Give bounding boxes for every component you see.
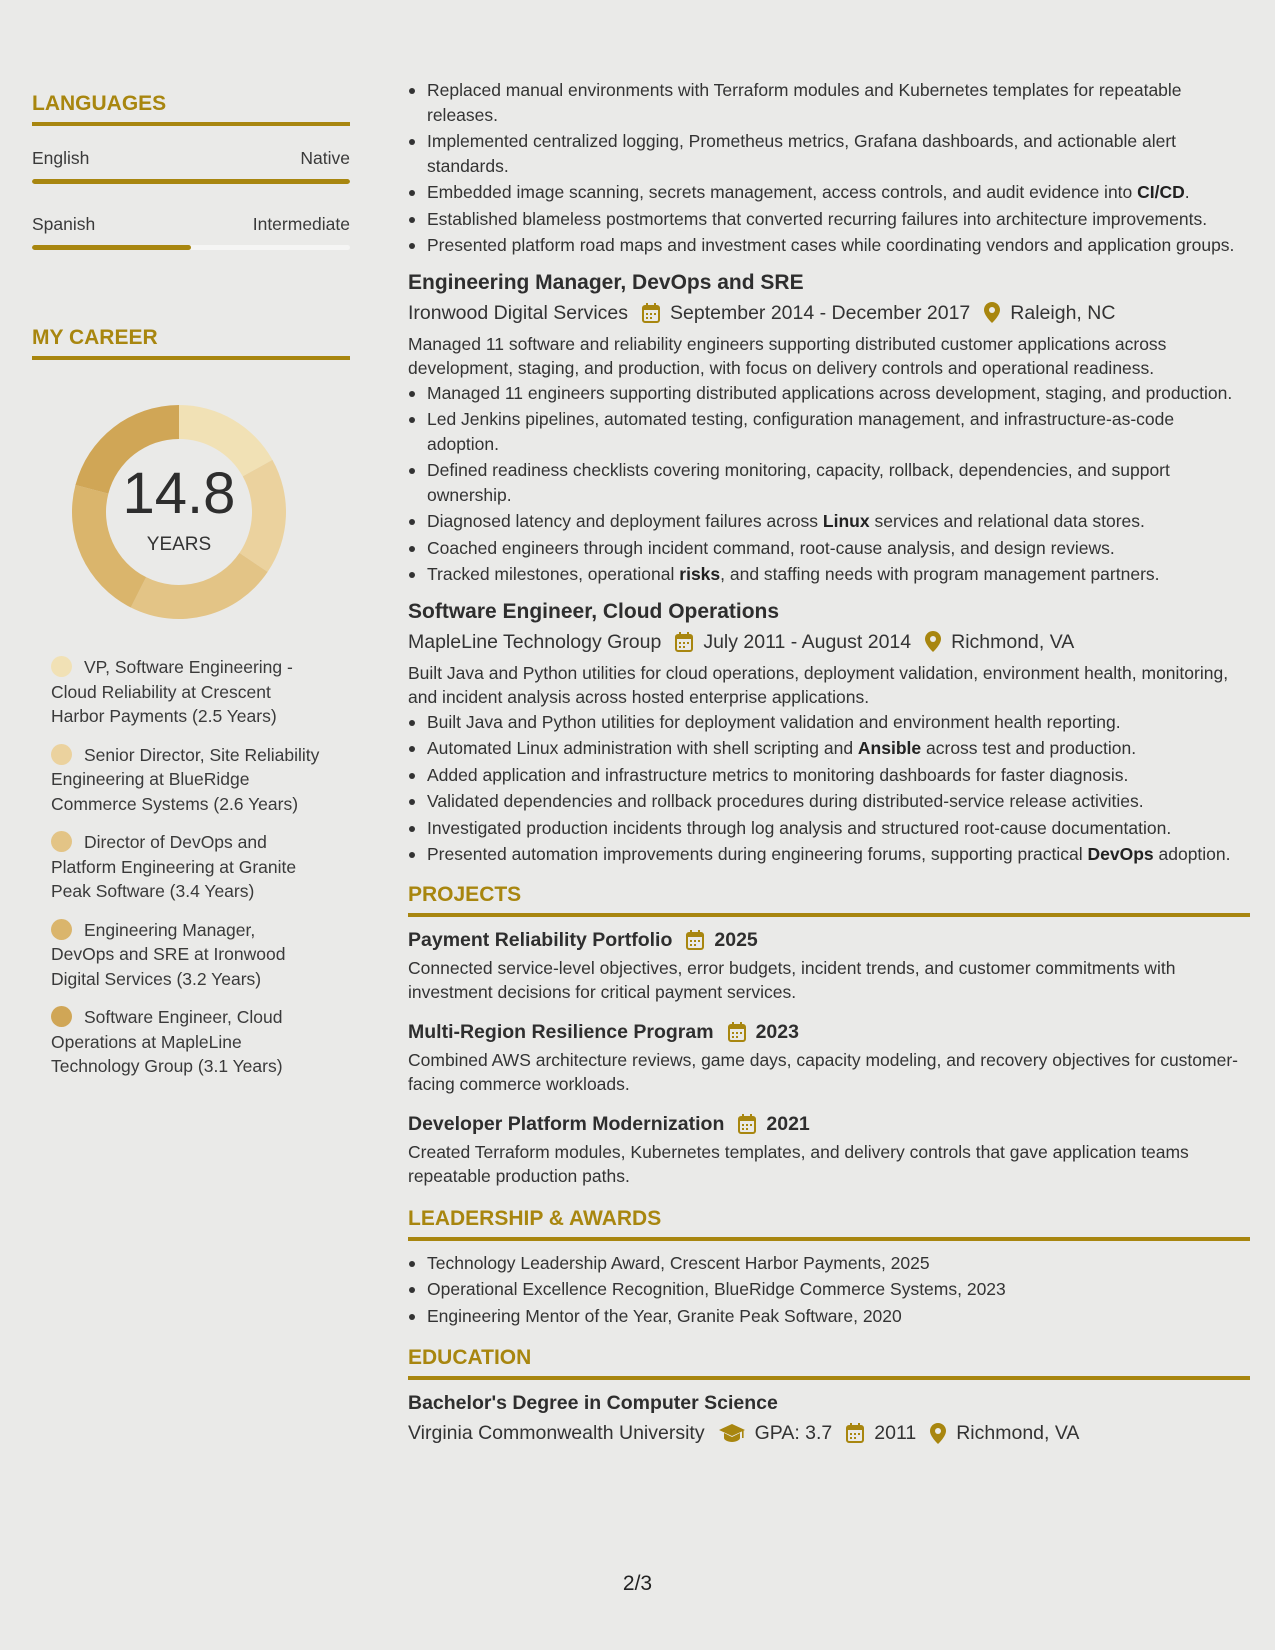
keyword: CI/CD: [1137, 182, 1185, 202]
job-description: Built Java and Python utilities for cloud operations, deployment validation, environment health, monitoring, and incident analysis across hosted enterprise applications.: [408, 662, 1229, 707]
legend-dot: [51, 919, 72, 940]
legend-item: [51, 655, 321, 729]
gpa: GPA: 3.7: [754, 1422, 833, 1444]
calendar-icon: [846, 1423, 864, 1443]
project-year: 2023: [755, 1020, 799, 1043]
donut-segment-2: [131, 553, 268, 619]
projects-heading: PROJECTS: [408, 883, 1250, 917]
job-dates: September 2014 - December 2017: [670, 301, 971, 324]
education-heading: EDUCATION: [408, 1346, 1250, 1380]
company-name: Ironwood Digital Services: [408, 301, 629, 324]
bullet-item: [408, 180, 1250, 205]
career-heading: MY CAREER: [32, 326, 350, 360]
graduation-cap-icon: [719, 1424, 745, 1442]
keyword: Ansible: [857, 738, 922, 758]
bullet-text: Embedded image scanning, secrets management, access controls, and audit evidence into: [427, 182, 1138, 202]
page-number: 2/3: [622, 1572, 653, 1595]
project-name: Developer Platform Modernization: [408, 1112, 725, 1135]
bullet-text: Tracked milestones, operational: [427, 564, 680, 584]
total-years-label: YEARS: [146, 534, 212, 555]
bullet-text: Diagnosed latency and deployment failures across: [427, 511, 823, 531]
prev-job-bullets: [408, 78, 1250, 258]
calendar-icon: [642, 303, 660, 323]
calendar-icon: [728, 1022, 746, 1042]
bullet-item: Validated dependencies and rollback procedures during distributed-service release activities.: [408, 789, 1250, 814]
legend-dot: [51, 656, 72, 677]
career-legend: [51, 655, 321, 1079]
bullet-item: Presented platform road maps and investment cases while coordinating vendors and application groups.: [408, 233, 1250, 258]
language-row-spanish: [32, 214, 350, 234]
bullet-item: Built Java and Python utilities for deployment validation and environment health reporting.: [408, 710, 1250, 735]
bullet-text: Presented automation improvements during engineering forums, supporting practical: [427, 844, 1088, 864]
bullet-item: Replaced manual environments with Terraform modules and Kubernetes templates for repeatable releases.: [408, 78, 1250, 127]
award-item: Operational Excellence Recognition, BlueRidge Commerce Systems, 2023: [408, 1277, 1250, 1302]
job-entry: [408, 270, 1250, 587]
language-name: Spanish: [32, 214, 96, 234]
calendar-icon: [675, 632, 693, 652]
school-name: Virginia Commonwealth University: [408, 1422, 705, 1444]
bullet-text: services and relational data stores.: [869, 511, 1145, 531]
project-header: [408, 927, 1250, 953]
bullet-item: [408, 562, 1250, 587]
language-bar-fill: [32, 245, 191, 250]
legend-label: Engineering Manager, DevOps and SRE at Ironwood Digital Services (3.2 Years): [51, 919, 286, 989]
project-name: Multi-Region Resilience Program: [408, 1020, 714, 1043]
calendar-icon: [738, 1114, 756, 1134]
job-bullets: [408, 381, 1250, 587]
legend-dot: [51, 744, 72, 765]
legend-item: [51, 918, 321, 992]
legend-item: [51, 743, 321, 817]
project-header: [408, 1111, 1250, 1137]
job-title: Software Engineer, Cloud Operations: [408, 599, 780, 623]
bullet-item: Investigated production incidents through log analysis and structured root-cause documentation.: [408, 816, 1250, 841]
legend-label: Senior Director, Site Reliability Engineering at BlueRidge Commerce Systems (2.6 Years): [51, 744, 320, 814]
project-entry: [408, 1019, 1250, 1097]
job-title: Engineering Manager, DevOps and SRE: [408, 270, 804, 294]
language-bar-spanish: [32, 245, 350, 250]
language-level: Native: [300, 148, 350, 168]
bullet-text: Automated Linux administration with shell scripting and: [427, 738, 858, 758]
language-level: Intermediate: [252, 214, 350, 234]
language-name: English: [32, 148, 90, 168]
location-pin-icon: [925, 631, 941, 652]
degree-title: Bachelor's Degree in Computer Science: [408, 1392, 778, 1414]
bullet-item: [408, 842, 1250, 867]
legend-label: Software Engineer, Cloud Operations at MapleLine Technology Group (3.1 Years): [51, 1007, 283, 1076]
bullet-text: adoption.: [1153, 844, 1231, 864]
project-description: Connected service-level objectives, error budgets, incident trends, and customer commitments with investment decisions for critical payment services.: [408, 957, 1176, 1002]
project-header: [408, 1019, 1250, 1045]
awards-list: [408, 1251, 1250, 1329]
award-item: Technology Leadership Award, Crescent Harbor Payments, 2025: [408, 1251, 1250, 1276]
legend-label: Director of DevOps and Platform Engineering at Granite Peak Software (3.4 Years): [51, 832, 297, 901]
bullet-item: [408, 736, 1250, 761]
language-bar-fill: [32, 179, 350, 184]
bullet-item: Managed 11 engineers supporting distributed applications across development, staging, and production.: [408, 381, 1250, 406]
main-content: [408, 78, 1250, 1446]
bullet-item: Coached engineers through incident command, root-cause analysis, and design reviews.: [408, 536, 1250, 561]
languages-heading: LANGUAGES: [32, 92, 350, 126]
bullet-text: .: [1184, 182, 1190, 202]
job-meta: [408, 300, 1250, 326]
location-pin-icon: [930, 1423, 946, 1444]
education-meta: [408, 1420, 1250, 1446]
keyword: DevOps: [1087, 844, 1154, 864]
company-name: MapleLine Technology Group: [408, 630, 662, 653]
graduation-year: 2011: [874, 1422, 917, 1444]
project-year: 2021: [766, 1112, 810, 1135]
calendar-icon: [686, 930, 704, 950]
career-donut-chart: [64, 397, 294, 627]
project-description: Combined AWS architecture reviews, game days, capacity modeling, and recovery objectives for customer-facing commerce workloads.: [408, 1049, 1238, 1094]
bullet-item: Led Jenkins pipelines, automated testing, configuration management, and infrastructure-as-code adoption.: [408, 407, 1250, 456]
job-meta: [408, 629, 1250, 655]
awards-heading: LEADERSHIP & AWARDS: [408, 1207, 1250, 1241]
keyword: risks: [679, 564, 721, 584]
legend-item: [51, 1005, 321, 1079]
job-entry: [408, 599, 1250, 867]
legend-item: [51, 830, 321, 904]
legend-dot: [51, 1006, 72, 1027]
project-entry: [408, 927, 1250, 1005]
job-location: Raleigh, NC: [1010, 301, 1116, 324]
language-row-english: [32, 148, 350, 168]
education-entry: [408, 1390, 1250, 1446]
award-item: Engineering Mentor of the Year, Granite Peak Software, 2020: [408, 1304, 1250, 1329]
bullet-item: [408, 509, 1250, 534]
location-pin-icon: [984, 302, 1000, 323]
bullet-item: Implemented centralized logging, Prometheus metrics, Grafana dashboards, and actionable alert standards.: [408, 129, 1250, 178]
job-location: Richmond, VA: [951, 630, 1075, 653]
legend-label: VP, Software Engineering - Cloud Reliability at Crescent Harbor Payments (2.5 Years): [51, 657, 293, 726]
job-bullets: [408, 710, 1250, 867]
bullet-item: Established blameless postmortems that converted recurring failures into architecture improvements.: [408, 207, 1250, 232]
bullet-text: across test and production.: [921, 738, 1137, 758]
project-entry: [408, 1111, 1250, 1189]
project-name: Payment Reliability Portfolio: [408, 928, 673, 951]
bullet-item: Defined readiness checklists covering monitoring, capacity, rollback, dependencies, and support ownership.: [408, 458, 1250, 507]
sidebar: [32, 92, 350, 1093]
legend-dot: [51, 831, 72, 852]
bullet-text: , and staffing needs with program management partners.: [720, 564, 1160, 584]
job-dates: July 2011 - August 2014: [703, 630, 912, 653]
school-location: Richmond, VA: [956, 1422, 1080, 1444]
keyword: Linux: [822, 511, 870, 531]
language-bar-english: [32, 179, 350, 184]
bullet-item: Added application and infrastructure metrics to monitoring dashboards for faster diagnosis.: [408, 763, 1250, 788]
total-years-value: 14.8: [122, 461, 236, 526]
job-description: Managed 11 software and reliability engineers supporting distributed customer applications across development, staging, and production, with focus on delivery controls and operational readiness.: [408, 333, 1167, 378]
project-description: Created Terraform modules, Kubernetes templates, and delivery controls that gave application teams repeatable production paths.: [408, 1141, 1189, 1186]
project-year: 2025: [714, 928, 758, 951]
